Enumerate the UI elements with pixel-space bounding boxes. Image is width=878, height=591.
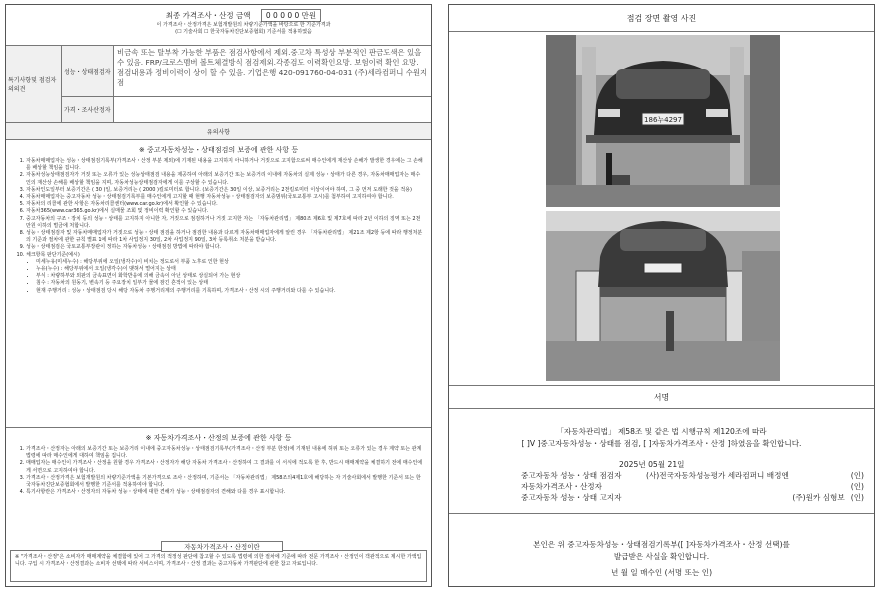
signer-name: (사)전국자동차성능평가 세라컴퍼니 배정엔 xyxy=(646,471,789,480)
price-basis-text: 이 가격조사・산정가격은 보험개발원의 차량기준가액을 바탕으로 한 기준가격과 xyxy=(156,22,331,28)
price-inspector-label: 가격・조사산정자 xyxy=(62,97,114,122)
buyer-confirm-line: 본인은 위 중고자동차성능・상태점검기록부([ ]자동차가격조사・산정 선택)를 xyxy=(533,540,790,549)
legal-confirm-line: [ ]V ]중고자동차성능・상태를 점검, [ ]자동차가격조사・산정 ]하였음을 확인합니다. xyxy=(521,439,802,448)
section2-item: 4. 특기사항란은 가격조사・산정자의 자동차 성능・상태에 대한 견해가 성능・상태점검자의 견해와 다를 경우 표시합니다. xyxy=(26,489,423,496)
section1-item: 9. 성능・상태점검은 국토교통부장관이 정하는 자동차성능・상태점검 방법에 따라야 합니다. xyxy=(26,244,423,251)
price-definition-title: 자동차가격조사・산정이란 xyxy=(161,541,283,552)
legal-confirmation xyxy=(449,426,874,450)
price-inspector-opinion xyxy=(114,97,431,122)
inspection-photo-rear xyxy=(546,35,780,207)
buyer-signature-line: 년 월 일 매수인 (서명 또는 인) xyxy=(610,568,713,577)
notice-header: 유의사항 xyxy=(6,123,431,140)
signature-section-title: 서명 xyxy=(449,385,874,409)
performance-warranty-section xyxy=(6,140,431,428)
section1-item: 8. 성능・상태점검자 및 자동차매매업자가 거짓으로 성능・상태 점검을 하거나 점검한 내용과 다르게 자동차매매업자에게 알린 경우 「자동차관리법」 제21조 제2항 등에 따라 행정처분의 기준과 절차에 관한 규칙 별표 1에 따라 1차 사업정지 30일, 2차 사업정지 90일, 3차 등록취소 처분을 받습니다. xyxy=(26,230,423,244)
left-page xyxy=(5,4,432,587)
opinion-main-label: 특기사항및 점검자의의견 xyxy=(6,46,62,122)
section2-item: 2. 매매업자는 매수인이 가격조사・산정을 원할 경우 가격조사・산정자가 해당 자동차 가격조사・산정하여 그 결과를 이 서식에 적도록 한 후, 반드시 매매계약을 체결하기 전에 매수인에게 서면으로 고지하여야 합니다. xyxy=(26,460,423,474)
right-page xyxy=(448,4,875,587)
section1-title: ※ 중고자동차성능・상태점검의 보증에 관한 사항 등 xyxy=(138,146,299,154)
buyer-confirmation xyxy=(449,539,874,563)
price-standard-text: (☐ 기술사회 ☐ 한국자동차진단보증협회) 기준서를 적용하였음 xyxy=(175,29,312,36)
inspection-photo-lift-image xyxy=(546,211,780,381)
price-warranty-section xyxy=(6,428,431,538)
license-plate: 186누4297 xyxy=(644,116,682,124)
signer-row xyxy=(521,492,864,503)
final-price-label: 최종 가격조사・산정 금액 xyxy=(165,11,251,20)
final-price-amount: 0 0 0 0 0 만원 xyxy=(261,9,321,22)
opinion-row xyxy=(6,46,431,123)
photo-section-title: 점검 장면 촬영 사진 xyxy=(449,5,874,32)
criteria-bullet: • 누유(누수) : 해당부위에서 오일(냉각수)이 맺혀서 떨어지는 상태 xyxy=(36,266,423,273)
buyer-confirm-line2: 발급받은 사실을 확인합니다. xyxy=(613,552,710,561)
price-definition-box xyxy=(10,543,427,582)
price-definition-text: ※ "가격조사・산정"은 소비자가 매매계약을 체결함에 있어 그 가격의 적정성 판단에 참고할 수 있도록 법령에 의한 절차에 기준에 따라 전문 가격조사・산정인이 객관적으로 제시한 가액입니다. 구입 시 가격조사・산정결과는 소비자 선택에 따라 서비스이며, 가격조사・산정 결과는 중고자동차 가격판단에 관한 참고 자료입니다. xyxy=(15,554,422,568)
final-price-row xyxy=(6,5,431,46)
inspection-photo-lift xyxy=(546,211,780,381)
perf-inspector-label: 성능・상태점검자 xyxy=(62,46,114,96)
section1-item: 10. 체크항목 판단기준(예시) xyxy=(26,252,423,259)
section1-item: 2. 자동차성능상태점검자가 거짓 또는 오류가 있는 성능상태점검 내용을 제공하여 아래의 보증기간 또는 보증거리 이내에 자동차의 실제 성능・상태가 다른 경우, 자동차매매업자는 매수인의 재산상 손해를 배상할 책임을 지며, 자동차성능상태점검자에게 이를 구상할 수 있습니다. xyxy=(26,172,423,186)
signature-date: 2025년 05월 21일 xyxy=(619,460,685,469)
section1-item: 7. 중고자동차의 구조・장치 등의 성능・상태를 고지하지 아니한 자, 거짓으로 점검하거나 거짓 고지한 자는 「자동차관리법」 제80조 제6호 및 제7호에 따라 2년 이하의 징역 또는 2천만원 이하의 벌금에 처합니다. xyxy=(26,216,423,230)
section2-title: ※ 자동차가격조사・산정의 보증에 관한 사항 등 xyxy=(145,434,292,442)
signer-role: 중고자동차 성능・상태 고지자 xyxy=(521,493,622,502)
signer-name: (주)원카 심형보 xyxy=(792,493,845,502)
section1-item: 1. 자동차매매업자는 성능・상태점검기록부(가격조사・산정 부분 제외)에 기재된 내용을 고지하지 아니하거나 거짓으로 고지함으로써 매수인에게 재산상 손해가 발생한 경우에는 그 손해를 배상할 책임을 집니다. xyxy=(26,158,423,172)
criteria-bullet: • 침수 : 자동차의 원동기, 변속기 등 주요장치 일부가 물에 잠긴 흔적이 있는 상태 xyxy=(36,280,423,287)
signer-role: 중고자동차 성능・상태 점검자 xyxy=(521,471,622,480)
legal-basis-line: 「자동차관리법」 제58조 및 같은 법 시행규칙 제120조에 따라 xyxy=(556,427,767,436)
signer-mark: (인) xyxy=(850,482,864,491)
section1-item: 3. 자동차인도일부터 보증기간은 ( 30 )일, 보증거리는 ( 2000 )킬로미터로 합니다. (보증기간은 30일 이상, 보증거리는 2천킬로미터 이상이어야 하며, 그 중 먼저 도래한 것을 적용) xyxy=(26,187,423,194)
criteria-bullet: • 부식 : 차량하부와 외판의 금속표면이 화학반응에 의해 금속이 아닌 상태로 상실되어 가는 현상 xyxy=(36,273,423,280)
signer-name xyxy=(646,481,851,492)
signer-row xyxy=(521,470,864,481)
criteria-bullet: • 현재 주행거리 : 성능・상태점검 당시 해당 자동차 주행거리계의 주행거리를 기록하며, 가격조사・산정 시의 주행거리와 다를 수 있습니다. xyxy=(36,288,423,295)
section1-item: 6. 자동차365(www.car365.go.kr)에서 실매물 조회 및 정비이력 확인할 수 있습니다. xyxy=(26,208,423,215)
signer-list xyxy=(521,470,864,503)
section1-item: 4. 자동차매매업자는 중고자동차 성능・상태점검기록부를 매수인에게 고지할 때 현행 자동차성능・상태점검자의 보증범위(국토교통부 고시)를 첨부하여 고지하여야 합니다. xyxy=(26,194,423,201)
section2-item: 3. 가격조사・산정가격은 보험개발원의 차량기준가액을 기본가격으로 조사・산정하며, 기준서는 「자동차관리법」 제58조의4제1호에 해당하는 자 기술사회에서 발행한 기준서 또는 한국자동차진단보증협회에서 발행한 기준서를 적용하여야 합니다. xyxy=(26,475,423,489)
signer-mark: (인) xyxy=(850,493,864,502)
criteria-bullet: • 미세누유(미세누수) : 해당부위에 오일(냉각수)이 비치는 정도로서 부품 노후로 인한 현상 xyxy=(36,259,423,266)
signer-row xyxy=(521,481,864,492)
signer-mark: (인) xyxy=(850,471,864,480)
signer-role: 자동차가격조사・산정자 xyxy=(521,482,602,491)
perf-inspector-opinion: 비금속 또는 탈부착 가능한 부품은 점검사항에서 제외.중고차 특성상 부분적인 판금도색은 있을 수 있음. FRP/크로스멤버 볼트체결방식 점검제외.각종검도 이력확인요망. 보험이력 확인 요망. 점검내용과 정비이력이 상이 할 수 있음. 기업은행 420-091760-04-031 (주)세라컴퍼니 수원지점 xyxy=(117,48,428,87)
section2-item: 1. 가격조사・산정자는 아래의 보증기간 또는 보증거리 이내에 중고자동차성능・상태점검기록부(가격조사・산정 부분 한정)에 기재된 내용에 허위 또는 오류가 있는 경우 계약 또는 관계법령에 따라 매수인에게 대하여 책임을 집니다. xyxy=(26,446,423,460)
section1-item: 5. 자동차의 리콜에 관한 사항은 자동차리콜센터(www.car.go.kr)에서 확인할 수 있습니다. xyxy=(26,201,423,208)
inspection-photo-rear-image xyxy=(546,35,780,207)
